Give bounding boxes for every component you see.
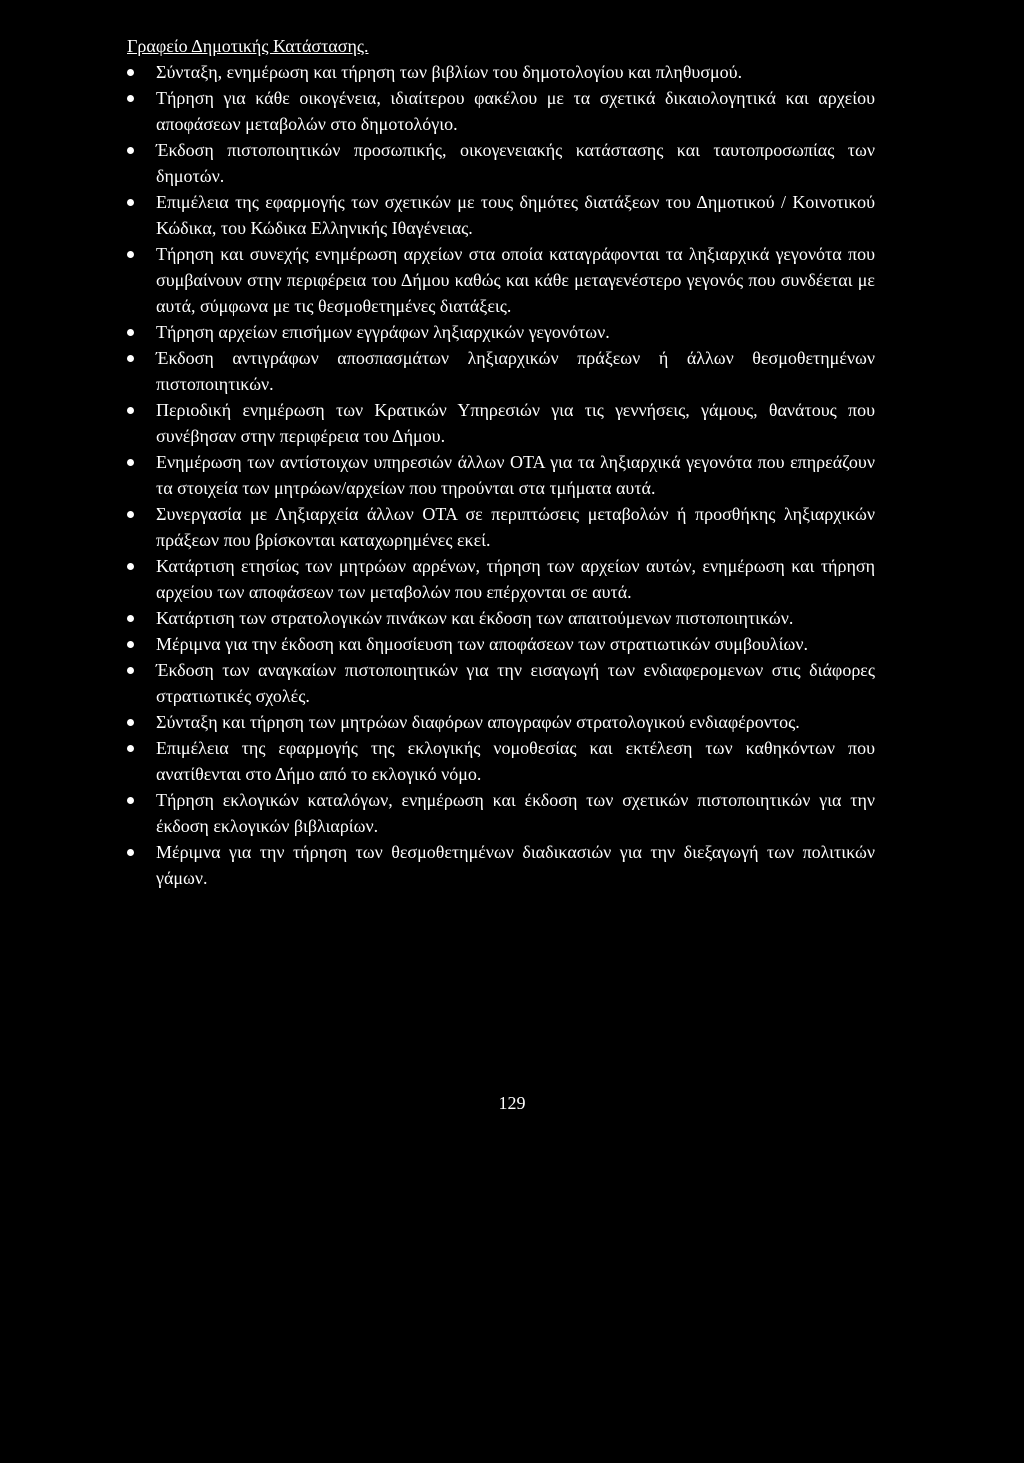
list-item [127,345,875,397]
list-item-text: Έκδοση των αναγκαίων πιστοποιητικών για την εισαγωγή των ενδιαφερομενων στις διάφορες στρατιωτικές σχολές. [156,660,875,706]
list-item-text: Κατάρτιση των στρατολογικών πινάκων και έκδοση των απαιτούμενων πιστοποιητικών. [156,608,794,628]
list-item-text: Επιμέλεια της εφαρμογής των σχετικών με τους δημότες διατάξεων του Δημοτικού / Κοινοτικού Κώδικα, του Κώδικα Ελληνικής Ιθαγένειας. [156,192,875,238]
list-item [127,449,875,501]
list-item [127,241,875,319]
bullet-icon [127,615,134,622]
bullet-icon [127,251,134,258]
list-item-text: Τήρηση για κάθε οικογένεια, ιδιαίτερου φακέλου με τα σχετικά δικαιολογητικά και αρχείου αποφάσεων μεταβολών στο δημοτολόγιο. [156,88,875,134]
list-item-text: Περιοδική ενημέρωση των Κρατικών Υπηρεσιών για τις γεννήσεις, γάμους, θανάτους που συνέβησαν στην περιφέρεια του Δήμου. [156,400,875,446]
list-item [127,839,875,891]
bullet-icon [127,511,134,518]
list-item [127,735,875,787]
list-item [127,319,875,345]
list-item [127,397,875,449]
list-item-text: Ενημέρωση των αντίστοιχων υπηρεσιών άλλων ΟΤΑ για τα ληξιαρχικά γεγονότα που επηρεάζουν τα στοιχεία των μητρώων/αρχείων που τηρούνται στα τμήματα αυτά. [156,452,875,498]
list-item-text: Σύνταξη και τήρηση των μητρώων διαφόρων απογραφών στρατολογικού ενδιαφέροντος. [156,712,800,732]
page-number: 129 [498,1093,526,1113]
bullet-icon [127,407,134,414]
list-item-text: Τήρηση αρχείων επισήμων εγγράφων ληξιαρχικών γεγονότων. [156,322,610,342]
list-item [127,631,875,657]
duties-list [127,59,875,891]
list-item-text: Επιμέλεια της εφαρμογής της εκλογικής νομοθεσίας και εκτέλεση των καθηκόντων που ανατίθενται στο Δήμο από το εκλογικό νόμο. [156,738,875,784]
list-item-text: Συνεργασία με Ληξιαρχεία άλλων ΟΤΑ σε περιπτώσεις μεταβολών ή προσθήκης ληξιαρχικών πράξεων που βρίσκονται καταχωρημένες εκεί. [156,504,875,550]
bullet-icon [127,797,134,804]
list-item-text: Μέριμνα για την τήρηση των θεσμοθετημένων διαδικασιών για την διεξαγωγή των πολιτικών γάμων. [156,842,875,888]
list-item-text: Κατάρτιση ετησίως των μητρώων αρρένων, τήρηση των αρχείων αυτών, ενημέρωση και τήρηση αρχείου των αποφάσεων των μεταβολών που επέρχονται σε αυτά. [156,556,875,602]
list-item [127,501,875,553]
bullet-icon [127,849,134,856]
list-item [127,605,875,631]
section-heading: Γραφείο Δημοτικής Κατάστασης. [127,36,369,56]
list-item [127,553,875,605]
list-item-text: Έκδοση αντιγράφων αποσπασμάτων ληξιαρχικών πράξεων ή άλλων θεσμοθετημένων πιστοποιητικών. [156,348,875,394]
bullet-icon [127,329,134,336]
bullet-icon [127,355,134,362]
bullet-icon [127,459,134,466]
list-item [127,189,875,241]
document-body [127,33,875,891]
list-item-text: Τήρηση και συνεχής ενημέρωση αρχείων στα οποία καταγράφονται τα ληξιαρχικά γεγονότα που συμβαίνουν στην περιφέρεια του Δήμου καθώς και κάθε μεταγενέστερο γεγονός που συνδέεται με αυτά, σύμφωνα με τις θεσμοθετημένες διατάξεις. [156,244,875,316]
list-item [127,709,875,735]
list-item [127,657,875,709]
list-item-text: Σύνταξη, ενημέρωση και τήρηση των βιβλίων του δημοτολογίου και πληθυσμού. [156,62,743,82]
bullet-icon [127,95,134,102]
list-item [127,137,875,189]
list-item-text: Τήρηση εκλογικών καταλόγων, ενημέρωση και έκδοση των σχετικών πιστοποιητικών για την έκδοση εκλογικών βιβλιαρίων. [156,790,875,836]
bullet-icon [127,563,134,570]
bullet-icon [127,641,134,648]
list-item [127,787,875,839]
bullet-icon [127,745,134,752]
bullet-icon [127,667,134,674]
bullet-icon [127,147,134,154]
list-item [127,85,875,137]
list-item-text: Έκδοση πιστοποιητικών προσωπικής, οικογενειακής κατάστασης και ταυτοπροσωπίας των δημοτών. [156,140,875,186]
bullet-icon [127,719,134,726]
list-item [127,59,875,85]
bullet-icon [127,69,134,76]
bullet-icon [127,199,134,206]
list-item-text: Μέριμνα για την έκδοση και δημοσίευση των αποφάσεων των στρατιωτικών συμβουλίων. [156,634,808,654]
